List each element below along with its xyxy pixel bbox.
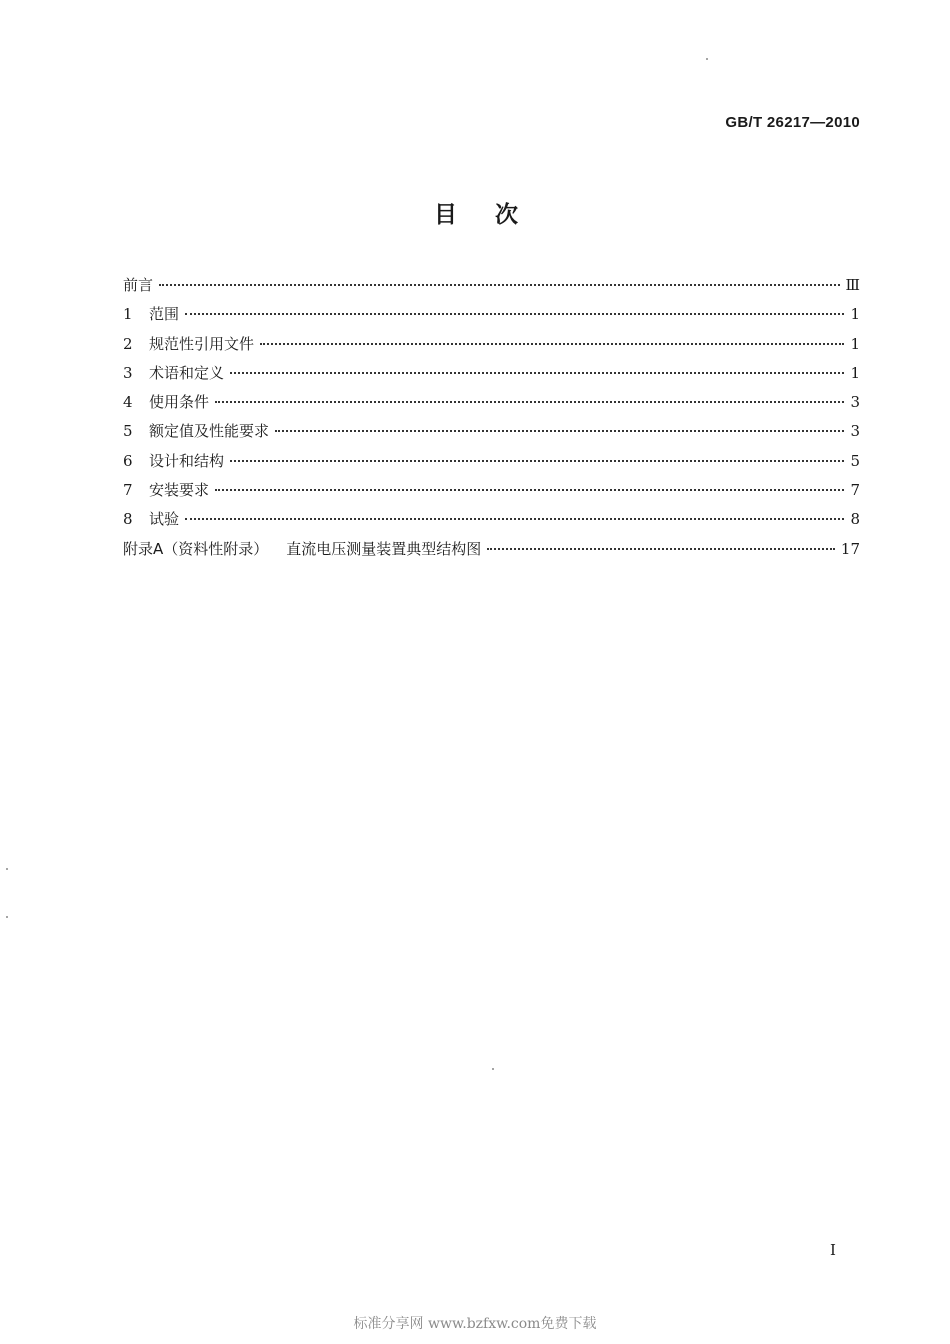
- toc-entry-page: 5: [850, 451, 860, 470]
- dot-leader: [275, 430, 844, 432]
- toc-entry-label: 额定值及性能要求: [149, 422, 270, 441]
- toc-entry-number: 8: [123, 510, 133, 529]
- toc-entry-page: Ⅲ: [845, 276, 860, 294]
- table-of-contents: [123, 274, 860, 567]
- toc-entry-page: 7: [850, 481, 860, 500]
- toc-entry-6[interactable]: [123, 450, 860, 479]
- toc-entry-2[interactable]: [123, 333, 860, 362]
- dot-leader: [215, 489, 844, 491]
- dot-leader: [185, 518, 844, 520]
- toc-entry-number: 3: [123, 363, 133, 382]
- toc-entry-page: 1: [850, 305, 860, 324]
- toc-entry-number: 1: [123, 305, 133, 324]
- dot-leader: [230, 460, 844, 462]
- toc-entry-5[interactable]: [123, 420, 860, 449]
- toc-entry-appendix-a[interactable]: [123, 538, 860, 567]
- scan-speck: [492, 1068, 494, 1070]
- dot-leader: [487, 548, 835, 550]
- dot-leader: [260, 343, 844, 345]
- dot-leader: [230, 372, 844, 374]
- appendix-prefix: 附录A（资料性附录）: [123, 539, 269, 558]
- toc-entry-1[interactable]: [123, 303, 860, 332]
- toc-entry-page: 17: [840, 539, 860, 558]
- toc-entry-foreword[interactable]: [123, 274, 860, 303]
- toc-entry-page: 3: [850, 393, 860, 412]
- dot-leader: [159, 284, 840, 286]
- standard-number: GB/T 26217—2010: [725, 114, 860, 131]
- toc-entry-number: 4: [123, 393, 133, 412]
- toc-entry-4[interactable]: [123, 391, 860, 420]
- toc-entry-label: 试验: [149, 510, 180, 529]
- toc-entry-page: 1: [850, 334, 860, 353]
- toc-entry-label: 术语和定义: [149, 363, 225, 382]
- toc-entry-label: 范围: [149, 305, 180, 324]
- toc-entry-label: 直流电压测量装置典型结构图: [286, 539, 482, 558]
- toc-entry-label: 安装要求: [149, 481, 210, 500]
- toc-entry-number: 6: [123, 451, 133, 470]
- dot-leader: [215, 401, 844, 403]
- dot-leader: [185, 313, 844, 315]
- toc-entry-7[interactable]: [123, 479, 860, 508]
- toc-entry-label: 设计和结构: [149, 451, 225, 470]
- page-number: I: [830, 1241, 836, 1259]
- toc-entry-number: 7: [123, 481, 133, 500]
- toc-entry-8[interactable]: [123, 508, 860, 537]
- scan-speck: [706, 58, 708, 60]
- toc-entry-label: 使用条件: [149, 393, 210, 412]
- page-title: 目次: [434, 202, 556, 228]
- toc-entry-page: 8: [850, 510, 860, 529]
- toc-entry-page: 3: [850, 422, 860, 441]
- watermark: 标准分享网 www.bzfxw.com免费下载: [353, 1316, 597, 1332]
- toc-entry-label: 前言: [123, 276, 154, 294]
- scan-speck: [6, 916, 8, 918]
- toc-entry-number: 2: [123, 334, 133, 353]
- toc-entry-number: 5: [123, 422, 133, 441]
- toc-entry-label: 规范性引用文件: [149, 334, 255, 353]
- toc-entry-3[interactable]: [123, 362, 860, 391]
- scan-speck: [6, 868, 8, 870]
- toc-entry-page: 1: [850, 363, 860, 382]
